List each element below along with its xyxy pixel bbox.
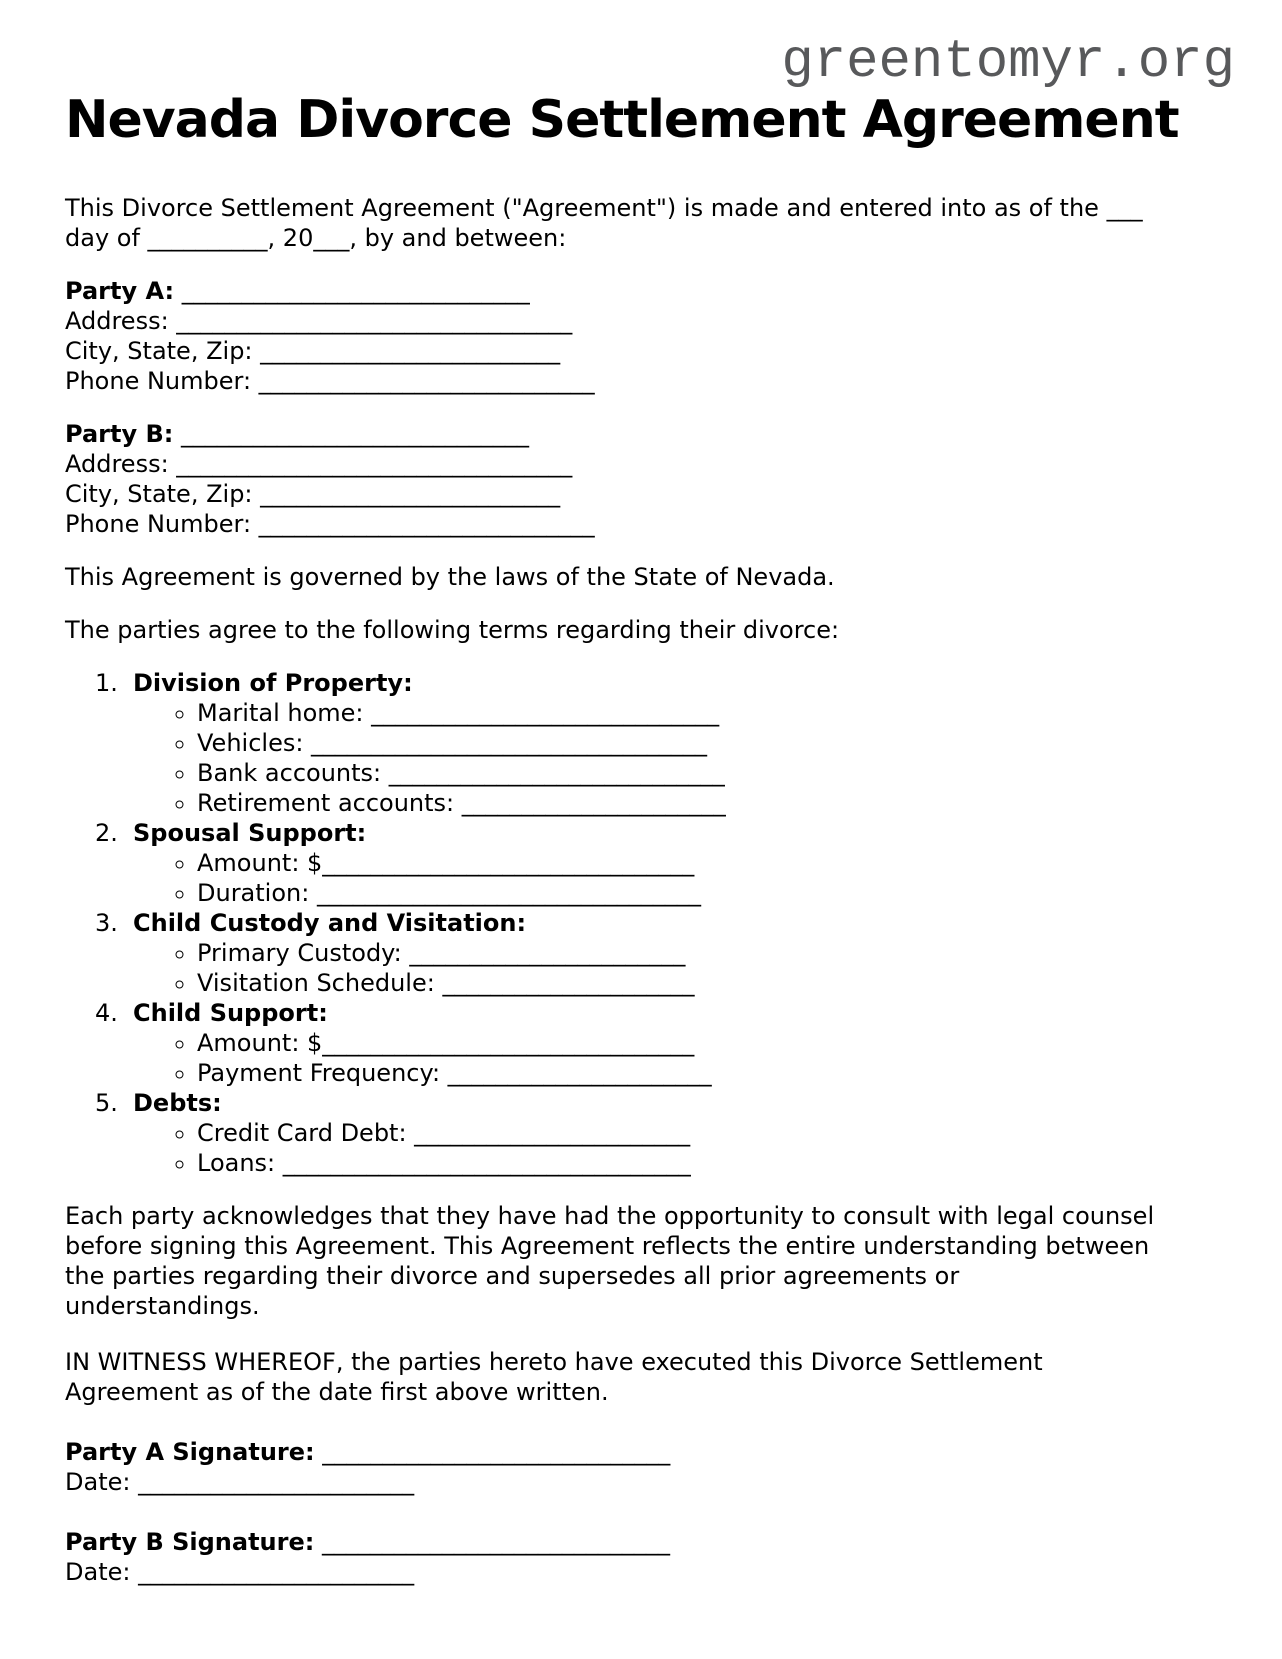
party-a-date-blank: _______________________ xyxy=(130,1468,415,1496)
term-2-heading xyxy=(65,818,1197,848)
term-3-items xyxy=(65,938,1197,998)
term-1-number: 1. xyxy=(95,669,118,697)
party-b-address-blank: _________________________________ xyxy=(168,450,573,478)
party-b-address-line xyxy=(65,449,1197,479)
governing-law-paragraph xyxy=(65,562,1197,592)
party-a-signature-line xyxy=(65,1437,1197,1467)
term-debts xyxy=(65,1088,1197,1178)
term-3-number: 3. xyxy=(95,909,118,937)
list-item-marital-home: ◦ Marital home: _____________________________ xyxy=(197,698,1197,728)
party-b-address-label: Address: xyxy=(65,450,169,478)
term-4-heading xyxy=(65,998,1197,1028)
party-a-address-line xyxy=(65,306,1197,336)
terms-intro-text: The parties agree to the following terms regarding their divorce: xyxy=(65,616,840,644)
term-2-items xyxy=(65,848,1197,908)
party-a-signature-blank: _____________________________ xyxy=(314,1438,671,1466)
party-b-city-blank: _________________________ xyxy=(252,480,561,508)
term-5-items xyxy=(65,1118,1197,1178)
party-b-phone-line xyxy=(65,509,1197,539)
list-item-vehicles: ◦ Vehicles: _________________________________ xyxy=(197,728,1197,758)
party-a-phone-label: Phone Number: xyxy=(65,367,252,395)
party-a-city-label: City, State, Zip: xyxy=(65,337,253,365)
term-5-heading xyxy=(65,1088,1197,1118)
party-a-city-line xyxy=(65,336,1197,366)
term-1-heading xyxy=(65,668,1197,698)
witness-line-1: IN WITNESS WHEREOF, the parties hereto have executed this Divorce Settlement xyxy=(65,1348,1043,1376)
party-b-signature-blank: _____________________________ xyxy=(314,1528,670,1556)
party-a-phone-blank: ____________________________ xyxy=(251,367,595,395)
party-a-signature-label: Party A Signature: xyxy=(65,1438,315,1466)
list-item-primary-custody: ◦ Primary Custody: _______________________ xyxy=(197,938,1197,968)
party-a-name-blank: _____________________________ xyxy=(174,277,530,305)
term-1-items xyxy=(65,698,1197,818)
term-4-number: 4. xyxy=(95,999,118,1027)
party-a-address-label: Address: xyxy=(65,307,169,335)
acknowledgment-line-2: before signing this Agreement. This Agreement reflects the entire understanding between xyxy=(65,1232,1150,1260)
party-b-name-line xyxy=(65,419,1197,449)
party-a-city-blank: _________________________ xyxy=(252,337,561,365)
intro-line-2: day of __________, 20___, by and between: xyxy=(65,224,567,252)
party-b-signature-block xyxy=(65,1527,1197,1587)
list-item-bank-accounts: ◦ Bank accounts: ____________________________ xyxy=(197,758,1197,788)
party-b-name-blank: _____________________________ xyxy=(173,420,529,448)
terms-intro-paragraph xyxy=(65,615,1197,645)
term-1-title: Division of Property: xyxy=(133,669,413,697)
list-item-visitation-schedule: ◦ Visitation Schedule: _____________________ xyxy=(197,968,1197,998)
party-a-block xyxy=(65,276,1197,396)
intro-line-1: This Divorce Settlement Agreement ("Agreement") is made and entered into as of the ___ xyxy=(65,194,1143,222)
list-item-retirement-accounts: ◦ Retirement accounts: ______________________ xyxy=(197,788,1197,818)
party-b-signature-label: Party B Signature: xyxy=(65,1528,315,1556)
party-a-phone-line xyxy=(65,366,1197,396)
term-5-title: Debts: xyxy=(133,1089,222,1117)
term-2-title: Spousal Support: xyxy=(133,819,367,847)
party-a-date-label: Date: xyxy=(65,1468,131,1496)
terms-list xyxy=(65,668,1197,1178)
witness-line-2: Agreement as of the date first above written. xyxy=(65,1378,609,1406)
term-5-number: 5. xyxy=(95,1089,118,1117)
party-b-city-label: City, State, Zip: xyxy=(65,480,253,508)
list-item-credit-card-debt: ◦ Credit Card Debt: _______________________ xyxy=(197,1118,1197,1148)
intro-paragraph xyxy=(65,193,1197,253)
party-a-address-blank: _________________________________ xyxy=(168,307,573,335)
term-4-items xyxy=(65,1028,1197,1088)
term-3-title: Child Custody and Visitation: xyxy=(133,909,527,937)
party-b-phone-label: Phone Number: xyxy=(65,510,252,538)
document-title: Nevada Divorce Settlement Agreement xyxy=(65,90,1179,150)
list-item-child-support-amount: ◦ Amount: $_______________________________ xyxy=(197,1028,1197,1058)
term-division-of-property xyxy=(65,668,1197,818)
acknowledgment-line-3: the parties regarding their divorce and supersedes all prior agreements or xyxy=(65,1262,960,1290)
list-item-loans: ◦ Loans: __________________________________ xyxy=(197,1148,1197,1178)
list-item-spousal-amount: ◦ Amount: $_______________________________ xyxy=(197,848,1197,878)
term-child-support xyxy=(65,998,1197,1088)
term-spousal-support xyxy=(65,818,1197,908)
term-child-custody xyxy=(65,908,1197,998)
term-4-title: Child Support: xyxy=(133,999,328,1027)
party-a-date-line xyxy=(65,1467,1197,1497)
list-item-spousal-duration: ◦ Duration: ________________________________ xyxy=(197,878,1197,908)
governing-law-text: This Agreement is governed by the laws of the State of Nevada. xyxy=(65,563,835,591)
term-3-heading xyxy=(65,908,1197,938)
party-a-signature-block xyxy=(65,1437,1197,1497)
watermark-site-url: greentomyr.org xyxy=(781,32,1235,93)
acknowledgment-line-1: Each party acknowledges that they have had the opportunity to consult with legal counsel xyxy=(65,1202,1155,1230)
party-b-label: Party B: xyxy=(65,420,174,448)
party-b-block xyxy=(65,419,1197,539)
party-b-city-line xyxy=(65,479,1197,509)
party-b-signature-line xyxy=(65,1527,1197,1557)
list-item-payment-frequency: ◦ Payment Frequency: ______________________ xyxy=(197,1058,1197,1088)
party-b-date-line xyxy=(65,1557,1197,1587)
party-b-date-blank: _______________________ xyxy=(130,1558,415,1586)
party-a-name-line xyxy=(65,276,1197,306)
party-a-label: Party A: xyxy=(65,277,175,305)
witness-paragraph xyxy=(65,1347,1197,1407)
party-b-date-label: Date: xyxy=(65,1558,131,1586)
acknowledgment-paragraph xyxy=(65,1201,1197,1321)
term-2-number: 2. xyxy=(95,819,118,847)
acknowledgment-line-4: understandings. xyxy=(65,1292,260,1320)
party-b-phone-blank: ____________________________ xyxy=(251,510,595,538)
